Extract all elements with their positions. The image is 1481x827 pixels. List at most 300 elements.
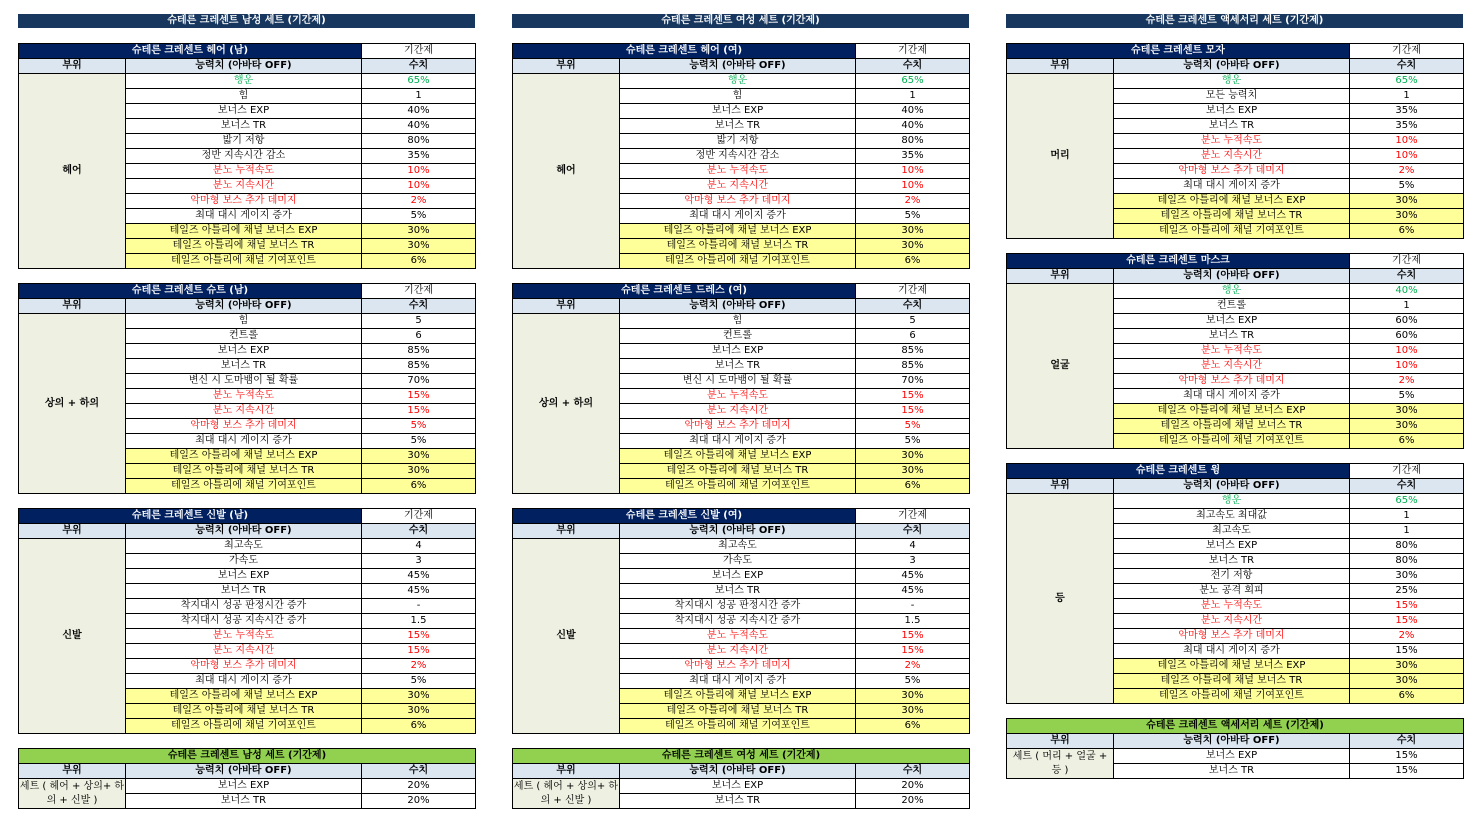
stat-name: 테일즈 아틀리에 채널 기여포인트 (1114, 224, 1350, 239)
table-title: 슈테른 크레센트 헤어 (여) (513, 44, 856, 59)
stat-value: 35% (856, 149, 970, 164)
stat-name: 분노 누적속도 (1114, 134, 1350, 149)
stat-value: 1 (1350, 524, 1464, 539)
set-title: 슈테른 크레센트 남성 세트 (기간제) (19, 749, 476, 764)
col-header-value: 수치 (362, 59, 476, 74)
stat-value: 30% (1350, 569, 1464, 584)
stat-name: 악마형 보스 추가 데미지 (126, 659, 362, 674)
stat-name: 분노 누적속도 (620, 389, 856, 404)
stat-name: 가속도 (620, 554, 856, 569)
stat-value: 35% (1350, 104, 1464, 119)
period-label: 기간제 (856, 509, 970, 524)
stat-value: 65% (362, 74, 476, 89)
stat-value: 30% (362, 464, 476, 479)
stat-name: 보너스 TR (1114, 329, 1350, 344)
stat-name: 보너스 EXP (126, 569, 362, 584)
table-row (1007, 284, 1464, 299)
stat-name: 분노 지속시간 (126, 404, 362, 419)
stat-name: 행운 (1114, 494, 1350, 509)
stat-name: 보너스 EXP (1114, 749, 1350, 764)
part-label: 신발 (19, 539, 126, 734)
stat-value: 6% (362, 254, 476, 269)
set-bonus-table (512, 748, 970, 809)
col-header-value: 수치 (856, 524, 970, 539)
stat-name: 보너스 TR (1114, 119, 1350, 134)
stat-value: 30% (1350, 419, 1464, 434)
table-row (513, 539, 970, 554)
stat-value: 10% (362, 164, 476, 179)
stat-value: 3 (856, 554, 970, 569)
stat-value: 10% (856, 179, 970, 194)
table-row (1007, 494, 1464, 509)
stat-value: 6% (856, 254, 970, 269)
stat-name: 테일즈 아틀리에 채널 보너스 TR (620, 704, 856, 719)
stat-value: 65% (1350, 494, 1464, 509)
stat-name: 정반 지속시간 감소 (126, 149, 362, 164)
stat-name: 분노 지속시간 (620, 179, 856, 194)
stat-value: 70% (362, 374, 476, 389)
table-title-row (19, 44, 476, 59)
stat-value: 5 (856, 314, 970, 329)
col-header-part: 부위 (1007, 59, 1114, 74)
stat-value: 30% (1350, 209, 1464, 224)
stat-name: 분노 지속시간 (620, 644, 856, 659)
stat-value: 1 (856, 89, 970, 104)
stat-value: 15% (362, 389, 476, 404)
stat-value: 30% (1350, 659, 1464, 674)
stat-value: 15% (362, 629, 476, 644)
stat-name: 분노 누적속도 (620, 629, 856, 644)
stat-name: 분노 지속시간 (1114, 359, 1350, 374)
stat-name: 보너스 EXP (620, 779, 856, 794)
stat-name: 힘 (620, 89, 856, 104)
stat-name: 최고속도 최대값 (1114, 509, 1350, 524)
col-header-part: 부위 (1007, 479, 1114, 494)
col-header-stat: 능력치 (아바타 OFF) (126, 524, 362, 539)
table-title-row (513, 44, 970, 59)
stat-value: 5% (362, 674, 476, 689)
stat-value: 80% (1350, 554, 1464, 569)
stat-value: 2% (1350, 164, 1464, 179)
stat-name: 보너스 EXP (1114, 104, 1350, 119)
period-label: 기간제 (856, 44, 970, 59)
stat-value: 1 (1350, 89, 1464, 104)
stat-name: 테일즈 아틀리에 채널 보너스 TR (126, 239, 362, 254)
stat-name: 밟기 저항 (126, 134, 362, 149)
stat-value: 30% (1350, 674, 1464, 689)
stat-value: 30% (362, 689, 476, 704)
stat-value: 30% (856, 449, 970, 464)
table-title: 슈테른 크레센트 신발 (여) (513, 509, 856, 524)
stat-value: 40% (856, 119, 970, 134)
set-bonus-table (1006, 718, 1464, 779)
table-row (19, 74, 476, 89)
period-label: 기간제 (362, 284, 476, 299)
col-header-part: 부위 (1007, 269, 1114, 284)
stat-name: 착지대시 성공 판정시간 증가 (126, 599, 362, 614)
stat-name: 분노 지속시간 (1114, 614, 1350, 629)
stat-value: 80% (362, 134, 476, 149)
col-header-value: 수치 (1350, 59, 1464, 74)
set-title-row (513, 749, 970, 764)
table-row (513, 779, 970, 794)
stat-name: 보너스 TR (620, 584, 856, 599)
stat-name: 악마형 보스 추가 데미지 (1114, 164, 1350, 179)
stat-value: 6% (1350, 224, 1464, 239)
table-title: 슈테른 크레센트 윙 (1007, 464, 1350, 479)
stat-name: 테일즈 아틀리에 채널 보너스 EXP (126, 449, 362, 464)
col-header-value: 수치 (856, 299, 970, 314)
stat-name: 최고속도 (1114, 524, 1350, 539)
stat-value: 30% (856, 239, 970, 254)
part-label: 상의 + 하의 (19, 314, 126, 494)
stat-value: 4 (362, 539, 476, 554)
stat-name: 테일즈 아틀리에 채널 기여포인트 (1114, 689, 1350, 704)
stat-name: 최대 대시 게이지 증가 (126, 434, 362, 449)
stat-value: 20% (856, 794, 970, 809)
col-header-stat: 능력치 (아바타 OFF) (126, 764, 362, 779)
part-label: 헤어 (19, 74, 126, 269)
col-header-stat: 능력치 (아바타 OFF) (126, 299, 362, 314)
stat-value: 1 (362, 89, 476, 104)
stat-value: 2% (362, 194, 476, 209)
col-header-stat: 능력치 (아바타 OFF) (126, 59, 362, 74)
stat-name: 테일즈 아틀리에 채널 보너스 TR (1114, 209, 1350, 224)
stat-name: 착지대시 성공 지속시간 증가 (126, 614, 362, 629)
stat-value: 6% (362, 719, 476, 734)
stat-value: 5% (856, 674, 970, 689)
stat-value: 25% (1350, 584, 1464, 599)
col-header-part: 부위 (513, 764, 620, 779)
stat-name: 분노 지속시간 (1114, 149, 1350, 164)
stat-name: 테일즈 아틀리에 채널 기여포인트 (620, 479, 856, 494)
stat-value: 30% (362, 704, 476, 719)
stat-value: 5 (362, 314, 476, 329)
stat-name: 테일즈 아틀리에 채널 기여포인트 (126, 719, 362, 734)
col-header-value: 수치 (1350, 479, 1464, 494)
stat-name: 컨트롤 (126, 329, 362, 344)
stat-name: 행운 (126, 74, 362, 89)
stat-name: 보너스 TR (1114, 554, 1350, 569)
col-header-part: 부위 (19, 59, 126, 74)
stat-name: 컨트롤 (620, 329, 856, 344)
col-header-stat: 능력치 (아바타 OFF) (620, 299, 856, 314)
table-title: 슈테른 크레센트 드레스 (여) (513, 284, 856, 299)
period-label: 기간제 (856, 284, 970, 299)
stat-name: 보너스 TR (126, 359, 362, 374)
stat-name: 분노 누적속도 (1114, 599, 1350, 614)
item-table (512, 283, 970, 494)
stat-name: 분노 누적속도 (1114, 344, 1350, 359)
item-table (512, 508, 970, 734)
table-title: 슈테른 크레센트 슈트 (남) (19, 284, 362, 299)
column-header-row (513, 59, 970, 74)
column-header-row (19, 764, 476, 779)
stat-name: 최대 대시 게이지 증가 (1114, 179, 1350, 194)
stat-value: 40% (362, 104, 476, 119)
set-title-row (19, 749, 476, 764)
stat-name: 테일즈 아틀리에 채널 보너스 TR (1114, 419, 1350, 434)
stat-name: 보너스 EXP (620, 344, 856, 359)
stat-name: 분노 지속시간 (620, 404, 856, 419)
stat-name: 최고속도 (126, 539, 362, 554)
col-header-value: 수치 (856, 59, 970, 74)
stat-name: 테일즈 아틀리에 채널 보너스 TR (620, 239, 856, 254)
stat-name: 보너스 TR (1114, 764, 1350, 779)
stat-name: 보너스 EXP (126, 104, 362, 119)
stat-value: 85% (362, 359, 476, 374)
stat-value: 15% (856, 404, 970, 419)
column-header-row (1007, 479, 1464, 494)
stat-name: 최대 대시 게이지 증가 (126, 674, 362, 689)
column-header-row (1007, 269, 1464, 284)
stat-value: 5% (856, 434, 970, 449)
table-title-row (1007, 464, 1464, 479)
stat-value: 45% (362, 569, 476, 584)
table-row (19, 779, 476, 794)
set-title: 슈테른 크레센트 액세서리 세트 (기간제) (1007, 719, 1464, 734)
stat-value: 20% (362, 779, 476, 794)
col-header-part: 부위 (19, 524, 126, 539)
stat-name: 모든 능력치 (1114, 89, 1350, 104)
stat-name: 행운 (620, 74, 856, 89)
stat-name: 보너스 EXP (126, 779, 362, 794)
stat-value: 45% (856, 584, 970, 599)
column-header-row (1007, 59, 1464, 74)
stat-value: 3 (362, 554, 476, 569)
stat-value: 60% (1350, 329, 1464, 344)
stat-name: 보너스 TR (126, 119, 362, 134)
item-table (1006, 463, 1464, 704)
stat-value: 60% (1350, 314, 1464, 329)
stat-name: 악마형 보스 추가 데미지 (126, 419, 362, 434)
item-table (512, 43, 970, 269)
stat-value: 30% (1350, 404, 1464, 419)
col-header-part: 부위 (19, 764, 126, 779)
table-row (513, 314, 970, 329)
stat-name: 힘 (620, 314, 856, 329)
stat-name: 테일즈 아틀리에 채널 보너스 EXP (620, 449, 856, 464)
stat-value: 5% (1350, 389, 1464, 404)
stat-name: 보너스 TR (126, 584, 362, 599)
stat-value: 45% (856, 569, 970, 584)
stat-name: 변신 시 도마뱀이 될 확률 (126, 374, 362, 389)
stat-value: 65% (1350, 74, 1464, 89)
stat-value: - (856, 599, 970, 614)
stat-name: 테일즈 아틀리에 채널 보너스 EXP (126, 689, 362, 704)
stat-value: 2% (856, 194, 970, 209)
stat-name: 분노 지속시간 (126, 179, 362, 194)
stat-name: 보너스 EXP (620, 569, 856, 584)
stat-name: 테일즈 아틀리에 채널 기여포인트 (620, 719, 856, 734)
stat-value: 85% (362, 344, 476, 359)
col-header-part: 부위 (1007, 734, 1114, 749)
part-label: 상의 + 하의 (513, 314, 620, 494)
stat-value: 10% (1350, 134, 1464, 149)
part-label: 등 (1007, 494, 1114, 704)
stat-name: 밟기 저항 (620, 134, 856, 149)
col-header-part: 부위 (513, 299, 620, 314)
stat-name: 테일즈 아틀리에 채널 보너스 TR (620, 464, 856, 479)
col-header-value: 수치 (362, 299, 476, 314)
stat-name: 분노 누적속도 (620, 164, 856, 179)
stat-value: 15% (856, 644, 970, 659)
set-part-label: 세트 ( 머리 + 얼굴 + 등 ) (1007, 749, 1114, 779)
period-label: 기간제 (362, 509, 476, 524)
column-header-row (513, 299, 970, 314)
table-title: 슈테른 크레센트 모자 (1007, 44, 1350, 59)
stat-value: 40% (1350, 284, 1464, 299)
table-title: 슈테른 크레센트 헤어 (남) (19, 44, 362, 59)
table-title-row (513, 284, 970, 299)
stat-value: 2% (1350, 374, 1464, 389)
table-title-row (19, 509, 476, 524)
stat-value: 1.5 (856, 614, 970, 629)
stat-name: 악마형 보스 추가 데미지 (620, 659, 856, 674)
col-header-stat: 능력치 (아바타 OFF) (620, 524, 856, 539)
stat-name: 테일즈 아틀리에 채널 보너스 TR (126, 464, 362, 479)
stat-value: 65% (856, 74, 970, 89)
period-label: 기간제 (1350, 44, 1464, 59)
stat-name: 보너스 TR (620, 359, 856, 374)
stat-value: 6% (856, 719, 970, 734)
stat-value: 6% (362, 479, 476, 494)
col-header-part: 부위 (19, 299, 126, 314)
stat-value: 1 (1350, 509, 1464, 524)
stat-name: 최고속도 (620, 539, 856, 554)
stat-name: 보너스 EXP (126, 344, 362, 359)
stat-value: 20% (856, 779, 970, 794)
col-header-value: 수치 (856, 764, 970, 779)
stat-name: 보너스 TR (620, 119, 856, 134)
stat-name: 악마형 보스 추가 데미지 (620, 194, 856, 209)
item-table (1006, 43, 1464, 239)
stat-name: 테일즈 아틀리에 채널 보너스 EXP (620, 689, 856, 704)
stat-value: 35% (1350, 119, 1464, 134)
set-title-row (1007, 719, 1464, 734)
stat-name: 힘 (126, 314, 362, 329)
stat-name: 최대 대시 게이지 증가 (620, 674, 856, 689)
stat-value: 85% (856, 359, 970, 374)
stat-value: 45% (362, 584, 476, 599)
stat-value: 30% (1350, 194, 1464, 209)
stat-value: 4 (856, 539, 970, 554)
stat-value: 10% (856, 164, 970, 179)
col-header-part: 부위 (513, 59, 620, 74)
stat-name: 분노 누적속도 (126, 164, 362, 179)
stat-value: 30% (856, 224, 970, 239)
stat-name: 분노 지속시간 (126, 644, 362, 659)
column-header-row (513, 524, 970, 539)
stat-value: 30% (856, 704, 970, 719)
stat-name: 최대 대시 게이지 증가 (126, 209, 362, 224)
stat-name: 테일즈 아틀리에 채널 기여포인트 (1114, 434, 1350, 449)
part-label: 신발 (513, 539, 620, 734)
stat-value: 5% (362, 209, 476, 224)
table-row (513, 74, 970, 89)
stat-value: 30% (856, 464, 970, 479)
stat-value: 15% (1350, 764, 1464, 779)
table-row (19, 539, 476, 554)
stat-value: 10% (1350, 359, 1464, 374)
col-header-value: 수치 (1350, 734, 1464, 749)
stat-name: 최대 대시 게이지 증가 (1114, 644, 1350, 659)
set-part-label: 세트 ( 헤어 + 상의+ 하의 + 신발 ) (513, 779, 620, 809)
stat-value: 15% (1350, 599, 1464, 614)
column-header-row (19, 299, 476, 314)
stat-name: 최대 대시 게이지 증가 (1114, 389, 1350, 404)
stat-name: 분노 누적속도 (126, 629, 362, 644)
period-label: 기간제 (1350, 254, 1464, 269)
stat-value: 5% (856, 419, 970, 434)
stat-name: 테일즈 아틀리에 채널 기여포인트 (620, 254, 856, 269)
table-title-row (1007, 254, 1464, 269)
stat-value: 5% (362, 419, 476, 434)
stat-name: 분노 공격 회피 (1114, 584, 1350, 599)
stat-name: 행운 (1114, 74, 1350, 89)
item-table (18, 508, 476, 734)
stat-value: 15% (856, 389, 970, 404)
stat-name: 보너스 TR (126, 794, 362, 809)
col-header-stat: 능력치 (아바타 OFF) (1114, 59, 1350, 74)
stat-value: 15% (1350, 614, 1464, 629)
set-bonus-table (18, 748, 476, 809)
stat-value: 5% (362, 434, 476, 449)
stat-value: 30% (362, 224, 476, 239)
stat-value: 80% (856, 134, 970, 149)
stat-name: 보너스 EXP (620, 104, 856, 119)
stat-name: 테일즈 아틀리에 채널 보너스 TR (126, 704, 362, 719)
table-title-row (1007, 44, 1464, 59)
stat-name: 가속도 (126, 554, 362, 569)
column-header-row (513, 764, 970, 779)
stat-value: 10% (362, 179, 476, 194)
stat-name: 최대 대시 게이지 증가 (620, 209, 856, 224)
stat-value: 5% (1350, 179, 1464, 194)
stat-name: 테일즈 아틀리에 채널 기여포인트 (126, 254, 362, 269)
male-set-header: 슈테른 크레센트 남성 세트 (기간제) (18, 14, 475, 28)
stat-value: 2% (362, 659, 476, 674)
stat-value: 1.5 (362, 614, 476, 629)
col-header-value: 수치 (362, 524, 476, 539)
stat-value: 20% (362, 794, 476, 809)
stat-name: 악마형 보스 추가 데미지 (1114, 629, 1350, 644)
stat-name: 컨트롤 (1114, 299, 1350, 314)
table-title-row (513, 509, 970, 524)
stat-name: 행운 (1114, 284, 1350, 299)
table-title-row (19, 284, 476, 299)
stat-value: 6 (362, 329, 476, 344)
stat-value: 5% (856, 209, 970, 224)
stat-name: 악마형 보스 추가 데미지 (1114, 374, 1350, 389)
stat-value: 2% (856, 659, 970, 674)
stat-name: 테일즈 아틀리에 채널 보너스 EXP (1114, 194, 1350, 209)
stat-value: 35% (362, 149, 476, 164)
stat-value: 30% (856, 689, 970, 704)
table-row (19, 314, 476, 329)
col-header-stat: 능력치 (아바타 OFF) (620, 764, 856, 779)
stat-value: 6 (856, 329, 970, 344)
stat-name: 힘 (126, 89, 362, 104)
stat-value: 15% (362, 404, 476, 419)
period-label: 기간제 (362, 44, 476, 59)
stat-value: 40% (362, 119, 476, 134)
col-header-value: 수치 (362, 764, 476, 779)
item-table (1006, 253, 1464, 449)
stat-value: 6% (1350, 434, 1464, 449)
part-label: 얼굴 (1007, 284, 1114, 449)
item-table (18, 43, 476, 269)
